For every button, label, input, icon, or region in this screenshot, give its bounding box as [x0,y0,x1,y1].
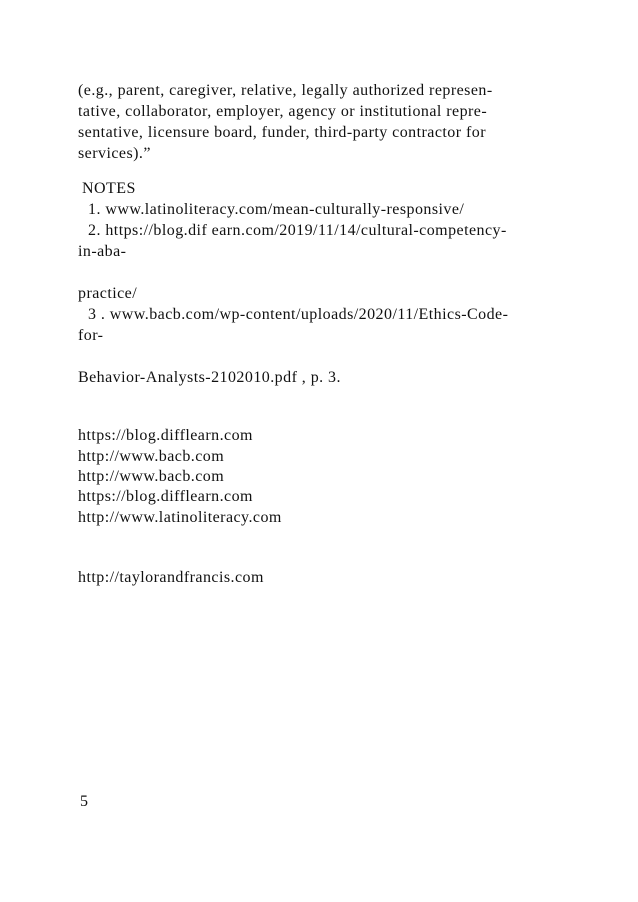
link-4[interactable]: https://blog.difflearn.com [78,488,253,505]
note-2-continued: in-aba- [78,243,127,260]
note-1: 1. www.latinoliteracy.com/mean-culturally-responsive/ [88,201,465,218]
page-number: 5 [80,793,89,810]
paragraph-line-4: services).” [78,145,151,162]
link-1[interactable]: https://blog.difflearn.com [78,427,253,444]
notes-heading: NOTES [82,180,136,197]
note-3: 3 . www.bacb.com/wp-content/uploads/2020/11/Ethics-Code- [88,306,509,323]
footer-link[interactable]: http://taylorandfrancis.com [78,569,264,586]
paragraph-line-1: (e.g., parent, caregiver, relative, legally authorized represen- [78,82,493,99]
link-5[interactable]: http://www.latinoliteracy.com [78,509,282,526]
link-2[interactable]: http://www.bacb.com [78,448,225,465]
note-3-continued-2: Behavior-Analysts-2102010.pdf , p. 3. [78,369,341,386]
paragraph-line-3: sentative, licensure board, funder, third-party contractor for [78,124,486,141]
link-3[interactable]: http://www.bacb.com [78,468,225,485]
note-2: 2. https://blog.dif earn.com/2019/11/14/cultural-competency- [88,222,507,239]
note-2-continued-2: practice/ [78,285,138,302]
paragraph-line-2: tative, collaborator, employer, agency or institutional repre- [78,103,488,120]
note-3-continued: for- [78,327,104,344]
